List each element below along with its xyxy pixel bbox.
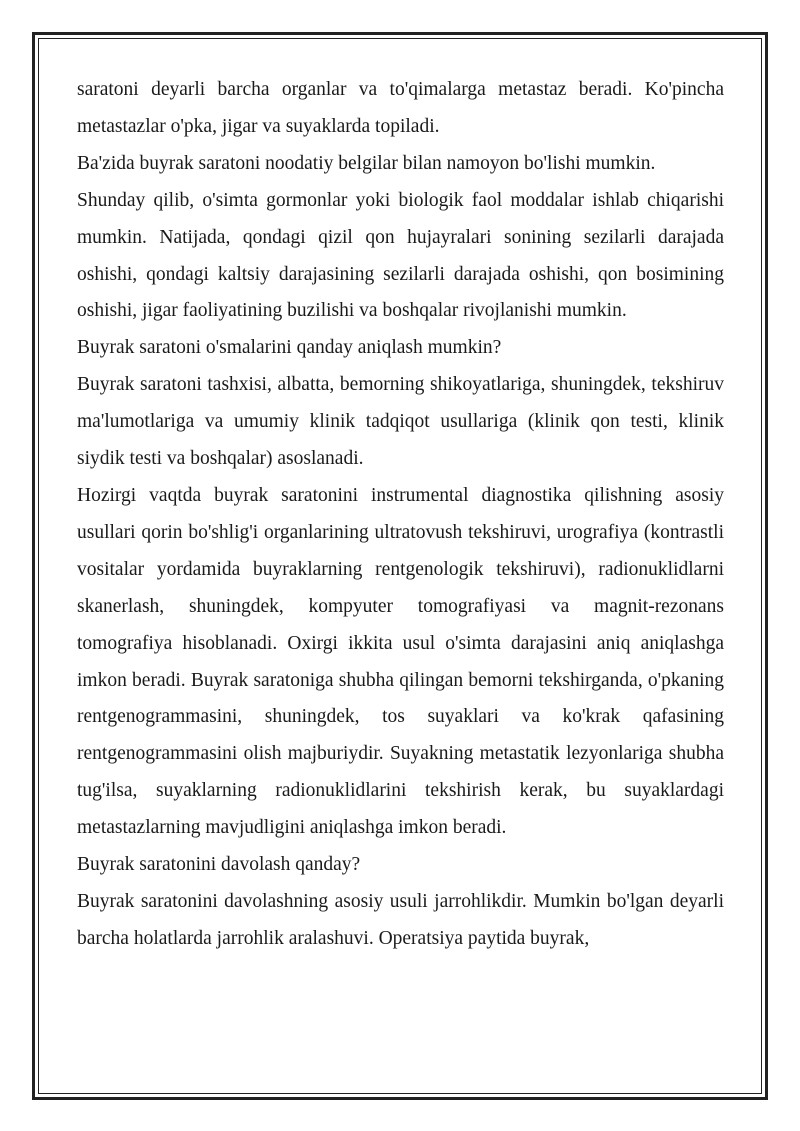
- paragraph-hormones: Shunday qilib, o'simta gormonlar yoki biologik faol moddalar ishlab chiqarishi mumkin. Natijada, qondagi qizil qon hujayralari sonining sezilarli darajada oshishi, qondagi kaltsiy darajasining sezilarli darajada oshishi, qon bosimining oshishi, jigar faoliyatining buzilishi va boshqalar rivojlanishi mumkin.: [77, 189, 724, 322]
- paragraph-unusual-signs: Ba'zida buyrak saratoni noodatiy belgilar bilan namoyon bo'lishi mumkin.: [77, 152, 656, 174]
- heading-treatment-question: Buyrak saratonini davolash qanday?: [77, 854, 361, 876]
- document-body: [77, 72, 724, 958]
- paragraph-instrumental-diagnostics: Hozirgi vaqtda buyrak saratonini instrumental diagnostika qilishning asosiy usullari qorin bo'shlig'i organlarining ultratovush tekshiruvi, urografiya (kontrastli vositalar yordamida buyraklarning rentgenologik tekshiruvi), radionuklidlarni skanerlash, shuningdek, kompyuter tomografiyasi va magnit-rezonans tomografiya hisoblanadi. Oxirgi ikkita usul o'simta darajasini aniq aniqlashga imkon beradi. Buyrak saratoniga shubha qilingan bemorni tekshirganda, o'pkaning rentgenogrammasini, shuningdek, tos suyaklari va ko'krak qafasining rentgenogrammasini olish majburiydir. Suyakning metastatik lezyonlariga shubha tug'ilsa, suyaklarning radionuklidlarini tekshirish kerak, bu suyaklardagi metastazlarning mavjudligini aniqlashga imkon beradi.: [77, 484, 724, 839]
- paragraph-metastasis: saratoni deyarli barcha organlar va to'qimalarga metastaz beradi. Ko'pincha metastazlar o'pka, jigar va suyaklarda topiladi.: [77, 79, 724, 137]
- heading-diagnosis-question: Buyrak saratoni o'smalarini qanday aniqlash mumkin?: [77, 337, 502, 359]
- paragraph-diagnosis: Buyrak saratoni tashxisi, albatta, bemorning shikoyatlariga, shuningdek, tekshiruv ma'lumotlariga va umumiy klinik tadqiqot usullariga (klinik qon testi, klinik siydik testi va boshqalar) asoslanadi.: [77, 374, 724, 470]
- paragraph-treatment: Buyrak saratonini davolashning asosiy usuli jarrohlikdir. Mumkin bo'lgan deyarli barcha holatlarda jarrohlik aralashuvi. Operatsiya paytida buyrak,: [77, 890, 724, 949]
